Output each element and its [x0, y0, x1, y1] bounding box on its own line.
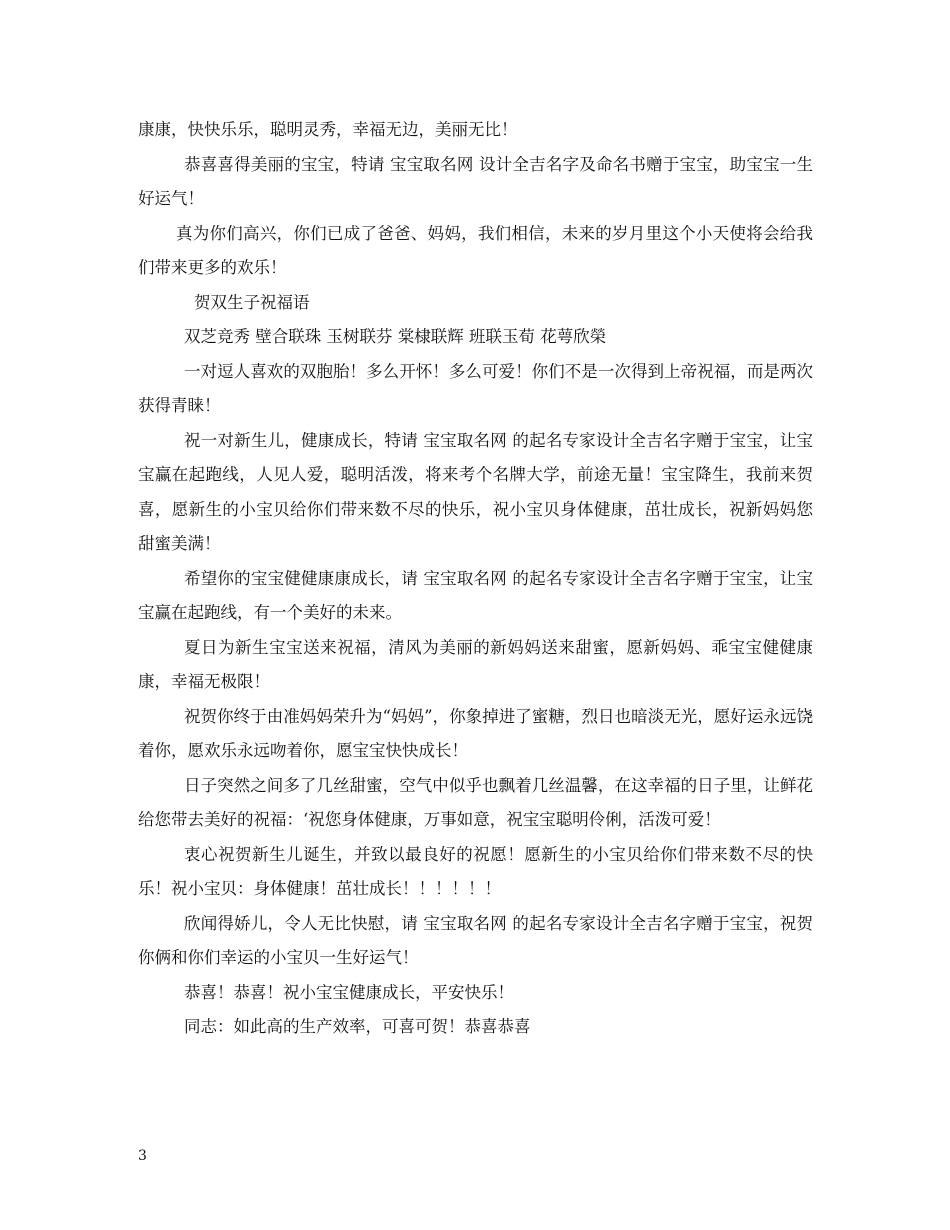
document-body — [138, 113, 813, 1045]
paragraph: 希望你的宝宝健健康康成长，请 宝宝取名网 的起名专家设计全吉名字赠于宝宝，让宝宝赢在起跑线，有一个美好的未来。 — [138, 568, 813, 622]
page-number: 3 — [138, 1148, 147, 1164]
paragraph: 真为你们高兴，你们已成了爸爸、妈妈，我们相信，未来的岁月里这个小天使将会给我们带来更多的欢乐！ — [138, 223, 813, 277]
paragraph: 祝一对新生儿，健康成长，特请 宝宝取名网 的起名专家设计全吉名字赠于宝宝，让宝宝赢在起跑线，人见人爱，聪明活泼，将来考个名牌大学，前途无量！宝宝降生，我前来贺喜，愿新生的小宝贝给你们带来数不尽的快乐，祝小宝贝身体健康，茁壮成长，祝新妈妈您甜蜜美满！ — [138, 430, 813, 553]
paragraph: 衷心祝贺新生儿诞生，并致以最良好的祝愿！愿新生的小宝贝给你们带来数不尽的快乐！祝小宝贝：身体健康！茁壮成长！！！！！！ — [138, 844, 813, 898]
paragraph: 双芝竞秀 壁合联珠 玉树联芬 棠棣联辉 班联玉荀 花萼欣榮 — [184, 327, 607, 346]
paragraph: 欣闻得娇儿，令人无比快慰，请 宝宝取名网 的起名专家设计全吉名字赠于宝宝，祝贺你俩和你们幸运的小宝贝一生好运气！ — [138, 913, 813, 967]
paragraph: 一对逗人喜欢的双胞胎！多么开怀！多么可爱！你们不是一次得到上帝祝福，而是两次获得青睐！ — [138, 361, 813, 415]
paragraph: 康康，快快乐乐，聪明灵秀，幸福无边，美丽无比！ — [138, 120, 518, 139]
paragraph: 祝贺你终于由准妈妈荣升为“妈妈”，你象掉进了蜜糖，烈日也暗淡无光，愿好运永远饶着你，愿欢乐永远吻着你，愿宝宝快快成长！ — [138, 706, 813, 760]
paragraph: 恭喜！恭喜！祝小宝宝健康成长，平安快乐！ — [184, 982, 514, 1002]
paragraph: 夏日为新生宝宝送来祝福，清风为美丽的新妈妈送来甜蜜，愿新妈妈、乖宝宝健健康康，幸福无极限！ — [138, 637, 813, 691]
paragraph: 日子突然之间多了几丝甜蜜，空气中似乎也飘着几丝温馨，在这幸福的日子里，让鲜花给您带去美好的祝福：‘祝您身体健康，万事如意，祝宝宝聪明伶俐，活泼可爱！ — [138, 775, 813, 829]
paragraph: 恭喜喜得美丽的宝宝，特请 宝宝取名网 设计全吉名字及命名书赠于宝宝，助宝宝一生好运气！ — [138, 154, 813, 208]
paragraph: 同志：如此高的生产效率，可喜可贺！恭喜恭喜 — [184, 1017, 531, 1036]
section-heading: 贺双生子祝福语 — [194, 292, 310, 312]
